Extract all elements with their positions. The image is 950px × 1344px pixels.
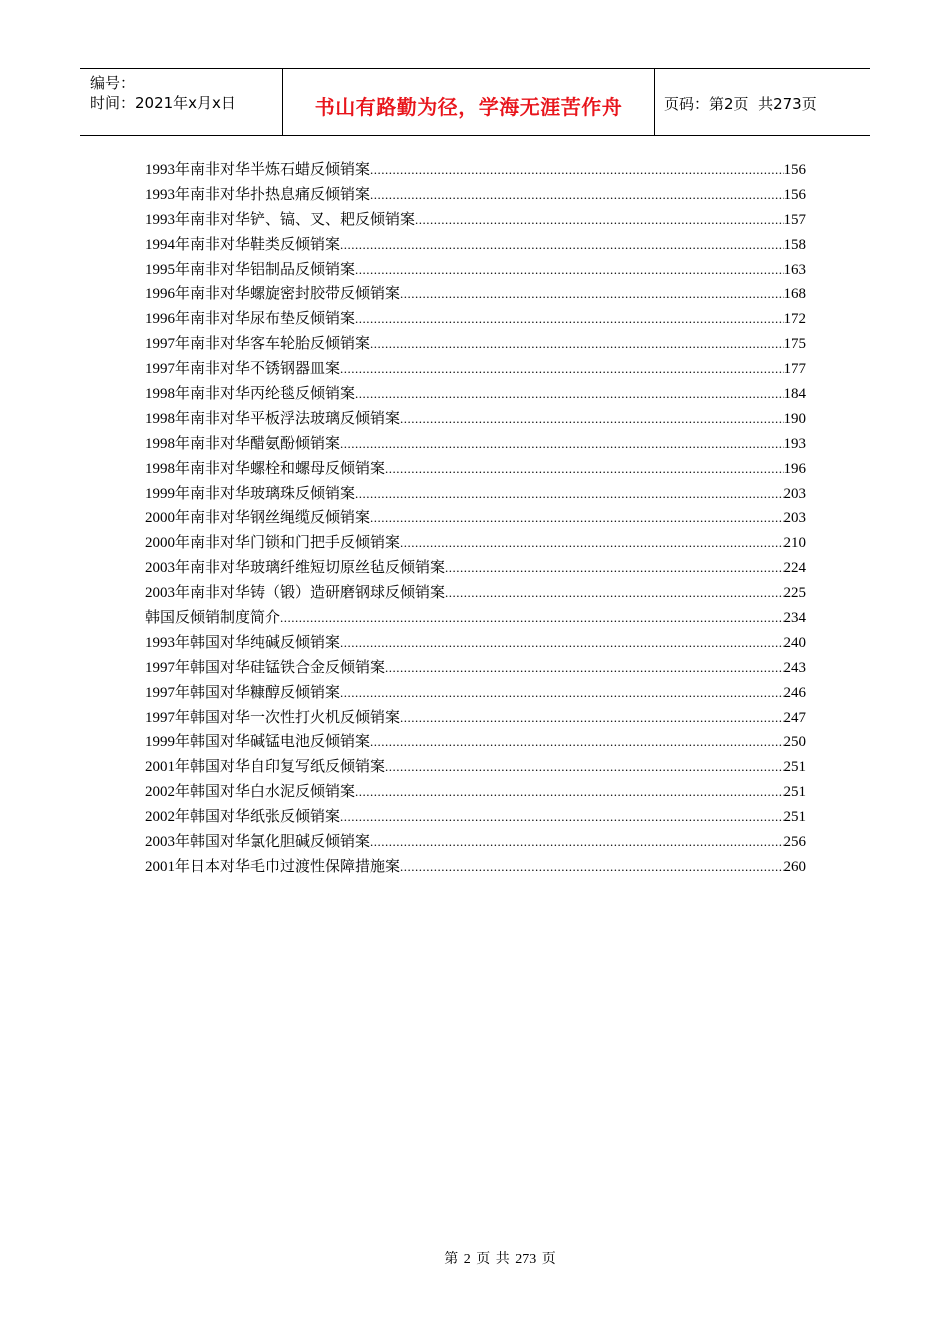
toc-leader-dots	[370, 162, 783, 178]
toc-entry[interactable]	[145, 681, 806, 706]
header-motto: 书山有路勤为径，学海无涯苦作舟	[314, 94, 623, 119]
toc-entry-page: 190	[783, 410, 806, 427]
toc-entry-title: 1997年南非对华不锈钢器皿案	[145, 361, 341, 378]
toc-leader-dots	[400, 286, 783, 302]
toc-leader-dots	[340, 436, 783, 452]
toc-entry-title: 1999年韩国对华碱锰电池反倾销案	[145, 734, 371, 751]
toc-entry-page: 210	[783, 535, 806, 552]
toc-leader-dots	[400, 710, 783, 726]
toc-entry-page: 224	[783, 560, 806, 577]
toc-leader-dots	[280, 610, 783, 626]
toc-entry[interactable]	[145, 755, 806, 780]
toc-leader-dots	[340, 361, 783, 377]
toc-leader-dots	[415, 212, 783, 228]
toc-entry-title: 1997年南非对华客车轮胎反倾销案	[145, 336, 371, 353]
toc-leader-dots	[370, 834, 783, 850]
header-meta	[80, 69, 282, 135]
toc-entry-title: 2003年南非对华玻璃纤维短切原丝毡反倾销案	[145, 560, 446, 577]
toc-entry-page: 243	[783, 659, 806, 676]
toc-entry[interactable]	[145, 855, 806, 880]
toc-leader-dots	[370, 510, 783, 526]
toc-leader-dots	[445, 585, 783, 601]
toc-leader-dots	[355, 262, 783, 278]
toc-entry[interactable]	[145, 531, 806, 556]
toc-entry-page: 193	[783, 435, 806, 452]
toc-entry-page: 163	[783, 261, 806, 278]
toc-entry[interactable]	[145, 407, 806, 432]
toc-entry-page: 168	[783, 286, 806, 303]
toc-entry-page: 175	[783, 336, 806, 353]
toc-leader-dots	[385, 461, 783, 477]
toc-entry-page: 184	[783, 386, 806, 403]
toc-entry[interactable]	[145, 258, 806, 283]
toc-entry-title: 1998年南非对华螺栓和螺母反倾销案	[145, 460, 386, 477]
toc-entry-title: 2003年韩国对华氯化胆碱反倾销案	[145, 834, 371, 851]
toc-entry-page: 156	[783, 186, 806, 203]
toc-entry-title: 韩国反倾销制度简介	[145, 610, 281, 627]
toc-entry-title: 2001年日本对华毛巾过渡性保障措施案	[145, 858, 401, 875]
toc-leader-dots	[340, 809, 783, 825]
page-header	[80, 68, 870, 136]
date-label: 时间：2021年x月x日	[90, 94, 236, 112]
toc-entry[interactable]	[145, 830, 806, 855]
toc-leader-dots	[400, 411, 783, 427]
toc-entry[interactable]	[145, 556, 806, 581]
toc-leader-dots	[370, 187, 783, 203]
toc-entry-title: 2000年南非对华钢丝绳缆反倾销案	[145, 510, 371, 527]
toc-entry-page: 260	[783, 858, 806, 875]
toc-entry-title: 1997年韩国对华一次性打火机反倾销案	[145, 709, 401, 726]
toc-leader-dots	[370, 734, 783, 750]
toc-entry-title: 1998年南非对华平板浮法玻璃反倾销案	[145, 410, 401, 427]
toc-entry[interactable]	[145, 233, 806, 258]
toc-entry-title: 1994年南非对华鞋类反倾销案	[145, 236, 341, 253]
toc-entry-title: 1999年南非对华玻璃珠反倾销案	[145, 485, 356, 502]
toc-entry[interactable]	[145, 581, 806, 606]
header-motto-cell	[282, 69, 655, 135]
toc-entry[interactable]	[145, 282, 806, 307]
toc-leader-dots	[340, 237, 783, 253]
toc-leader-dots	[400, 859, 783, 875]
toc-leader-dots	[355, 486, 783, 502]
toc-leader-dots	[355, 386, 783, 402]
header-page-info: 页码：第2页 共273页	[664, 94, 817, 113]
toc-entry-page: 158	[783, 236, 806, 253]
toc-entry-title: 1998年南非对华醋氨酚倾销案	[145, 435, 341, 452]
toc-leader-dots	[445, 560, 783, 576]
toc-entry[interactable]	[145, 382, 806, 407]
toc-entry-page: 196	[783, 460, 806, 477]
toc-entry-title: 1993年韩国对华纯碱反倾销案	[145, 634, 341, 651]
toc-entry[interactable]	[145, 307, 806, 332]
toc-leader-dots	[355, 784, 783, 800]
toc-leader-dots	[385, 759, 783, 775]
page-footer: 第 2 页 共 273 页	[444, 1252, 556, 1267]
toc-entry[interactable]	[145, 805, 806, 830]
toc-leader-dots	[340, 685, 783, 701]
toc-entry[interactable]	[145, 606, 806, 631]
toc-entry-title: 1997年韩国对华糠醇反倾销案	[145, 684, 341, 701]
toc-entry[interactable]	[145, 506, 806, 531]
toc-entry-title: 2002年韩国对华白水泥反倾销案	[145, 784, 356, 801]
toc-entry[interactable]	[145, 656, 806, 681]
toc-entry-title: 2002年韩国对华纸张反倾销案	[145, 809, 341, 826]
toc-entry[interactable]	[145, 780, 806, 805]
toc-entry[interactable]	[145, 357, 806, 382]
toc-entry-page: 251	[783, 784, 806, 801]
toc-leader-dots	[370, 336, 783, 352]
toc-entry[interactable]	[145, 208, 806, 233]
toc-leader-dots	[400, 535, 783, 551]
toc-entry-title: 1997年韩国对华硅锰铁合金反倾销案	[145, 659, 386, 676]
toc-entry-title: 1996年南非对华尿布垫反倾销案	[145, 311, 356, 328]
toc-entry[interactable]	[145, 482, 806, 507]
toc-entry-title: 1998年南非对华丙纶毯反倾销案	[145, 386, 356, 403]
toc-entry-title: 1993年南非对华半炼石蜡反倾销案	[145, 162, 371, 178]
toc-entry[interactable]	[145, 706, 806, 731]
toc-entry-title: 2001年韩国对华自印复写纸反倾销案	[145, 759, 386, 776]
toc-entry[interactable]	[145, 730, 806, 755]
toc-entry[interactable]	[145, 631, 806, 656]
toc-entry-page: 240	[783, 634, 806, 651]
toc-entry-page: 250	[783, 734, 806, 751]
toc-entry-title: 1996年南非对华螺旋密封胶带反倾销案	[145, 286, 401, 303]
serial-label: 编号：	[90, 74, 136, 92]
toc-entry-title: 2003年南非对华铸（锻）造研磨钢球反倾销案	[145, 585, 446, 602]
toc-entry-page: 203	[783, 485, 806, 502]
toc-entry-page: 251	[783, 809, 806, 826]
toc-entry-page: 225	[783, 585, 806, 602]
toc-entry-page: 251	[783, 759, 806, 776]
toc-entry[interactable]	[145, 457, 806, 482]
toc-entry-page: 172	[783, 311, 806, 328]
toc-entry-page: 157	[783, 211, 806, 228]
toc-leader-dots	[385, 660, 783, 676]
toc-entry-page: 246	[783, 684, 806, 701]
toc-entry-page: 247	[783, 709, 806, 726]
toc-entry-title: 2000年南非对华门锁和门把手反倾销案	[145, 535, 401, 552]
toc-entry[interactable]	[145, 432, 806, 457]
toc-entry-page: 177	[783, 361, 806, 378]
toc-entry[interactable]	[145, 158, 806, 183]
toc-entry-page: 203	[783, 510, 806, 527]
toc-leader-dots	[355, 311, 783, 327]
toc-entry-title: 1993年南非对华扑热息痛反倾销案	[145, 186, 371, 203]
toc-entry-title: 1993年南非对华铲、镐、叉、耙反倾销案	[145, 211, 416, 228]
table-of-contents	[145, 158, 806, 880]
toc-entry[interactable]	[145, 183, 806, 208]
toc-entry[interactable]	[145, 332, 806, 357]
toc-entry-page: 256	[783, 834, 806, 851]
toc-entry-title: 1995年南非对华铝制品反倾销案	[145, 261, 356, 278]
toc-entry-page: 234	[783, 610, 806, 627]
toc-entry-page: 156	[783, 162, 806, 178]
toc-leader-dots	[340, 635, 783, 651]
